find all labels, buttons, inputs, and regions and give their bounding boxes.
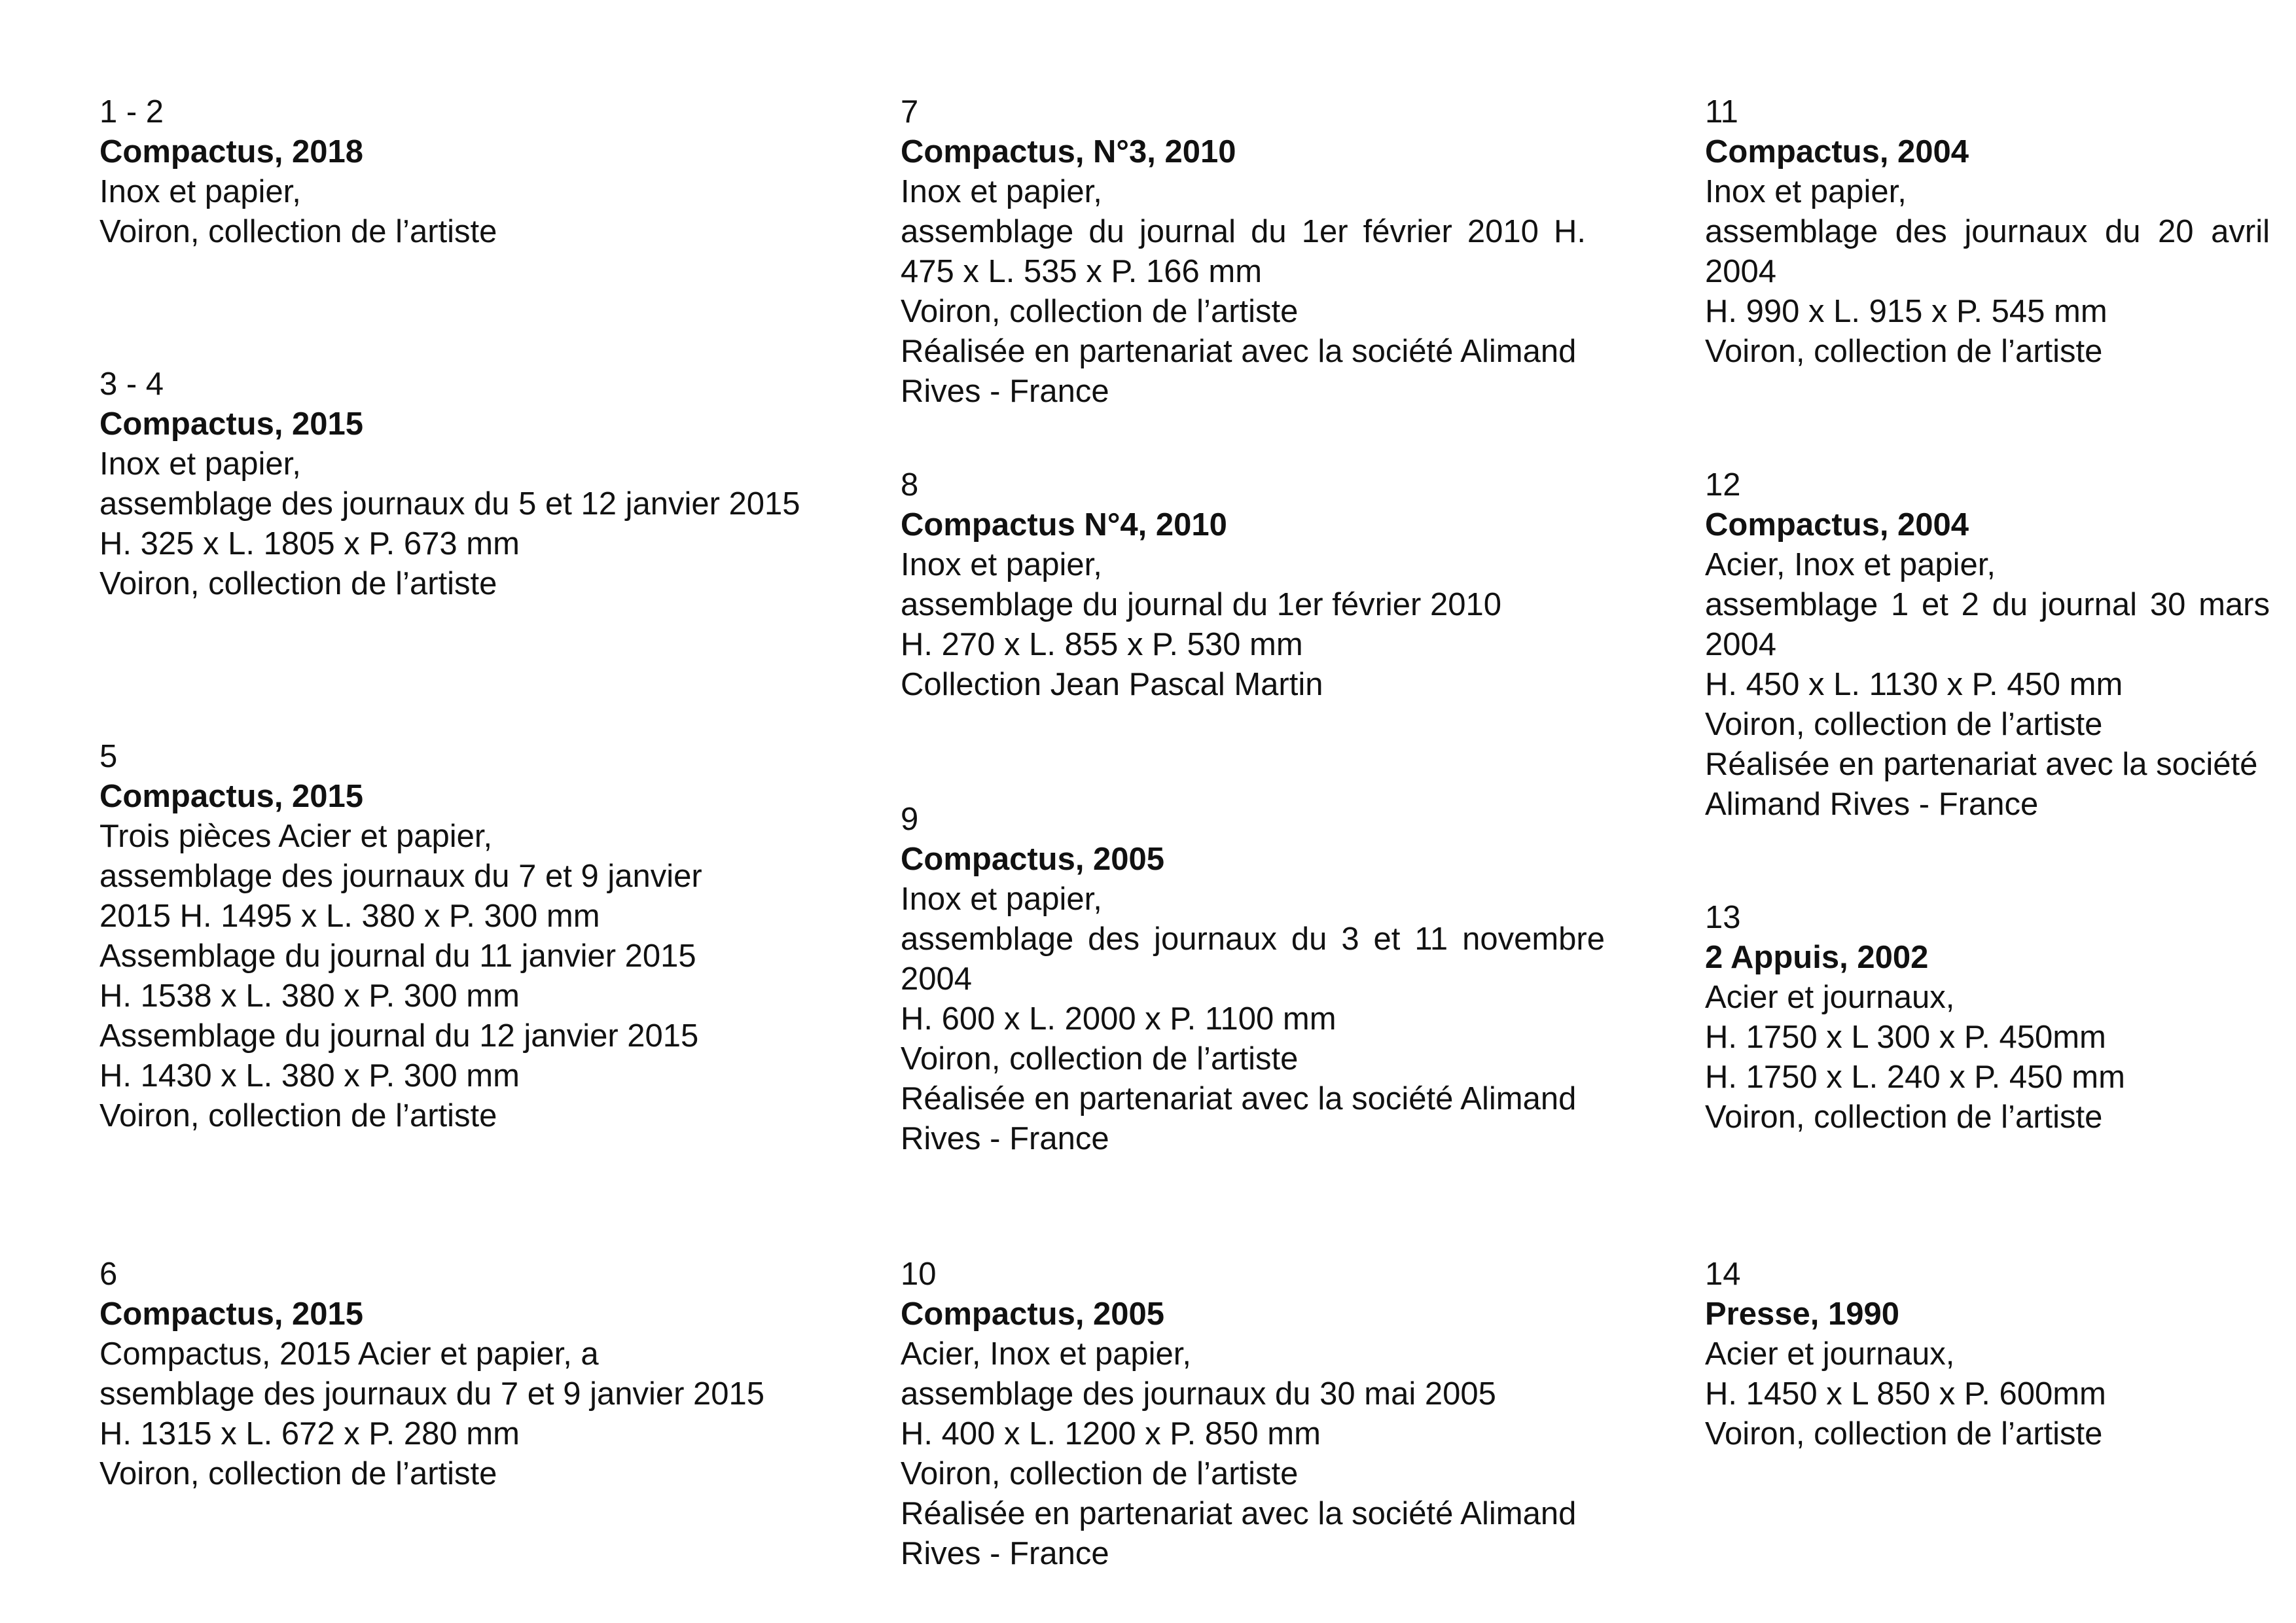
entry-title: Compactus, 2015 [99, 779, 364, 814]
entry-line: assemblage 1 et 2 du journal 30 mars [1705, 587, 2270, 622]
catalog-entry [1705, 465, 2270, 825]
entry-line: Rives - France [901, 374, 1109, 409]
entry-line: Réalisée en partenariat avec la société [1705, 747, 2258, 782]
entry-title: Compactus, 2018 [99, 134, 364, 169]
entry-line: Acier et journaux, [1705, 980, 1955, 1015]
entry-line: Inox et papier, [901, 882, 1102, 917]
entry-line: Acier et journaux, [1705, 1336, 1955, 1372]
catalog-entry [1705, 1255, 2106, 1454]
entry-title: Compactus, 2015 [99, 406, 364, 442]
catalog-entry [99, 1255, 764, 1494]
entry-number: 1 - 2 [99, 94, 164, 130]
entry-line: Inox et papier, [99, 446, 301, 482]
entry-line: 2004 [901, 961, 973, 997]
entry-line: Assemblage du journal du 12 janvier 2015 [99, 1018, 699, 1054]
entry-number: 7 [901, 94, 919, 130]
entry-number: 14 [1705, 1257, 1741, 1292]
entry-line: Trois pièces Acier et papier, [99, 819, 493, 854]
entry-line: assemblage des journaux du 7 et 9 janvier [99, 859, 702, 894]
entry-line: H. 990 x L. 915 x P. 545 mm [1705, 294, 2108, 329]
entry-number: 5 [99, 739, 118, 774]
entry-line: H. 270 x L. 855 x P. 530 mm [901, 627, 1303, 662]
entry-line: Inox et papier, [1705, 174, 1907, 209]
entry-line: Voiron, collection de l’artiste [99, 1098, 497, 1133]
entry-line: assemblage du journal du 1er février 2010 [901, 587, 1501, 622]
entry-line: Réalisée en partenariat avec la société Alimand [901, 1081, 1577, 1116]
entry-title: Presse, 1990 [1705, 1296, 1899, 1332]
entry-line: Rives - France [901, 1121, 1109, 1156]
entry-line: Voiron, collection de l’artiste [1705, 1099, 2103, 1135]
catalog-entry [1705, 92, 2270, 372]
entry-line: ssemblage des journaux du 7 et 9 janvier 2015 [99, 1376, 765, 1412]
entry-line: H. 325 x L. 1805 x P. 673 mm [99, 526, 520, 562]
entry-title: Compactus N°4, 2010 [901, 507, 1227, 543]
entry-line: Voiron, collection de l’artiste [901, 294, 1299, 329]
entry-title: Compactus, 2005 [901, 1296, 1165, 1332]
catalog-entry [99, 365, 800, 604]
entry-line: Voiron, collection de l’artiste [901, 1041, 1299, 1077]
entry-line: Assemblage du journal du 11 janvier 2015 [99, 938, 696, 974]
entry-line: H. 1750 x L. 240 x P. 450 mm [1705, 1060, 2125, 1095]
entry-line: Inox et papier, [99, 174, 301, 209]
entry-number: 6 [99, 1257, 118, 1292]
entry-title: Compactus, 2004 [1705, 134, 1969, 169]
catalog-entry [901, 92, 1586, 412]
entry-line: Voiron, collection de l’artiste [1705, 707, 2103, 742]
entry-number: 9 [901, 802, 919, 837]
entry-line: Compactus, 2015 Acier et papier, a [99, 1336, 599, 1372]
entry-line: Voiron, collection de l’artiste [1705, 1416, 2103, 1452]
entry-line: H. 1750 x L 300 x P. 450mm [1705, 1020, 2106, 1055]
entry-number: 12 [1705, 467, 1741, 503]
entry-number: 8 [901, 467, 919, 503]
entry-title: Compactus, 2004 [1705, 507, 1969, 543]
entry-line: H. 400 x L. 1200 x P. 850 mm [901, 1416, 1321, 1452]
entry-line: 2004 [1705, 627, 1777, 662]
entry-number: 3 - 4 [99, 366, 164, 402]
entry-line: H. 450 x L. 1130 x P. 450 mm [1705, 667, 2123, 702]
entry-line: assemblage des journaux du 30 mai 2005 [901, 1376, 1496, 1412]
entry-line: Voiron, collection de l’artiste [99, 1456, 497, 1491]
catalog-entry [901, 465, 1501, 705]
entry-line: Réalisée en partenariat avec la société Alimand [901, 1496, 1577, 1531]
entry-line: Voiron, collection de l’artiste [99, 214, 497, 249]
entry-number: 13 [1705, 900, 1741, 935]
entry-line: H. 1538 x L. 380 x P. 300 mm [99, 978, 520, 1014]
entry-title: 2 Appuis, 2002 [1705, 940, 1929, 975]
entry-line: assemblage du journal du 1er février 2010 H. [901, 214, 1586, 249]
catalog-entry [901, 1255, 1576, 1574]
entry-number: 11 [1705, 94, 1738, 130]
entry-line: Réalisée en partenariat avec la société Alimand [901, 334, 1577, 369]
entry-line: Acier, Inox et papier, [901, 1336, 1191, 1372]
entry-line: Alimand Rives - France [1705, 787, 2039, 822]
entry-line: Acier, Inox et papier, [1705, 547, 1996, 582]
entry-line: H. 1430 x L. 380 x P. 300 mm [99, 1058, 520, 1094]
entry-line: Inox et papier, [901, 174, 1102, 209]
entry-line: H. 600 x L. 2000 x P. 1100 mm [901, 1001, 1336, 1037]
catalog-entry [99, 737, 702, 1136]
entry-line: Voiron, collection de l’artiste [99, 566, 497, 601]
catalog-entry [1705, 898, 2125, 1137]
entry-line: 2004 [1705, 254, 1777, 289]
catalog-entry [99, 92, 497, 252]
entry-line: 475 x L. 535 x P. 166 mm [901, 254, 1263, 289]
entry-title: Compactus, N°3, 2010 [901, 134, 1236, 169]
entry-title: Compactus, 2005 [901, 842, 1165, 877]
entry-line: Voiron, collection de l’artiste [901, 1456, 1299, 1491]
entry-number: 10 [901, 1257, 937, 1292]
entry-line: Voiron, collection de l’artiste [1705, 334, 2103, 369]
entry-line: assemblage des journaux du 5 et 12 janvier 2015 [99, 486, 800, 522]
entry-line: assemblage des journaux du 3 et 11 novembre [901, 921, 1605, 957]
entry-line: H. 1450 x L 850 x P. 600mm [1705, 1376, 2106, 1412]
entry-line: Collection Jean Pascal Martin [901, 667, 1323, 702]
entry-line: Inox et papier, [901, 547, 1102, 582]
entry-title: Compactus, 2015 [99, 1296, 364, 1332]
entry-line: H. 1315 x L. 672 x P. 280 mm [99, 1416, 520, 1452]
entry-line: 2015 H. 1495 x L. 380 x P. 300 mm [99, 899, 600, 934]
catalog-entry [901, 800, 1605, 1159]
entry-line: assemblage des journaux du 20 avril [1705, 214, 2270, 249]
entry-line: Rives - France [901, 1536, 1109, 1571]
